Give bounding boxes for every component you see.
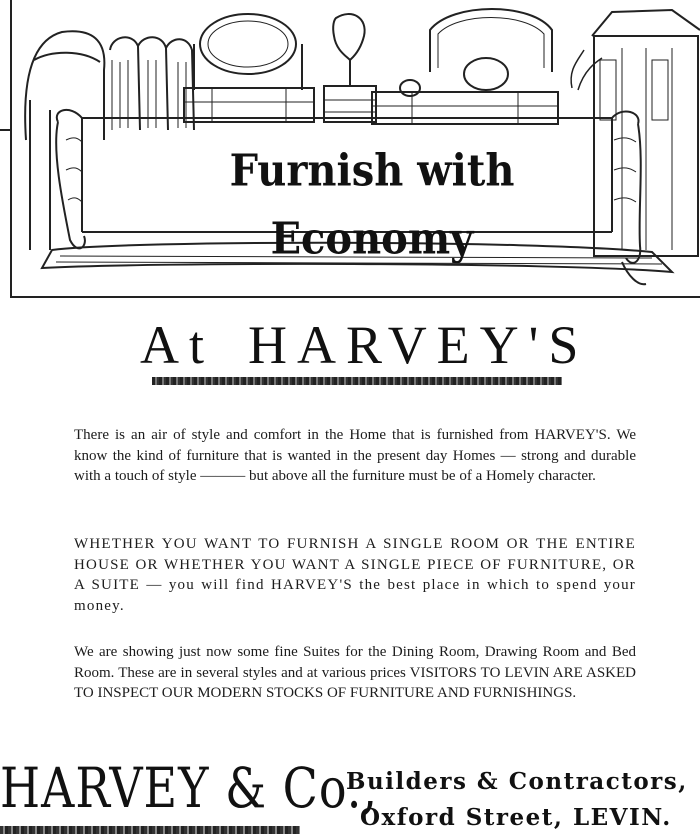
company-trade: Builders & Contractors, xyxy=(346,768,688,795)
headline-name: HARVEY'S xyxy=(248,315,589,375)
headline-underline xyxy=(152,377,562,385)
paragraph-style-comfort: There is an air of style and comfort in the Home that is furnished from HARVEY'S. We know the kind of furniture that is wanted in the present day Homes — strong and durable with a touch of style ——— but above all the furniture must be of a Homely character. xyxy=(74,427,636,484)
furniture-illustration xyxy=(10,0,700,298)
company-name: HARVEY & Co., xyxy=(0,755,379,821)
company-address: Oxford Street, LEVIN. xyxy=(360,804,672,831)
headline-at: At xyxy=(140,315,214,375)
paragraph-suites-visitors: We are showing just now some fine Suites for the Dining Room, Drawing Room and Bed Room. These are in several styles and at various prices VISITORS TO LEVIN ARE ASKED TO INSPECT OUR MODERN STOCKS OF FURNITURE AND FURNISHINGS. xyxy=(74,644,636,701)
banner-slogan: Furnish with Economy xyxy=(229,144,515,265)
company-underline xyxy=(0,826,300,834)
headline xyxy=(140,315,589,375)
paragraph-whether-you-want: WHETHER YOU WANT TO FURNISH A SINGLE ROOM OR THE ENTIRE HOUSE OR WHETHER YOU WANT A SINGLE PIECE OF FURNITURE, OR A SUITE — you will find HARVEY'S the best place in which to spend your money. xyxy=(74,536,636,614)
